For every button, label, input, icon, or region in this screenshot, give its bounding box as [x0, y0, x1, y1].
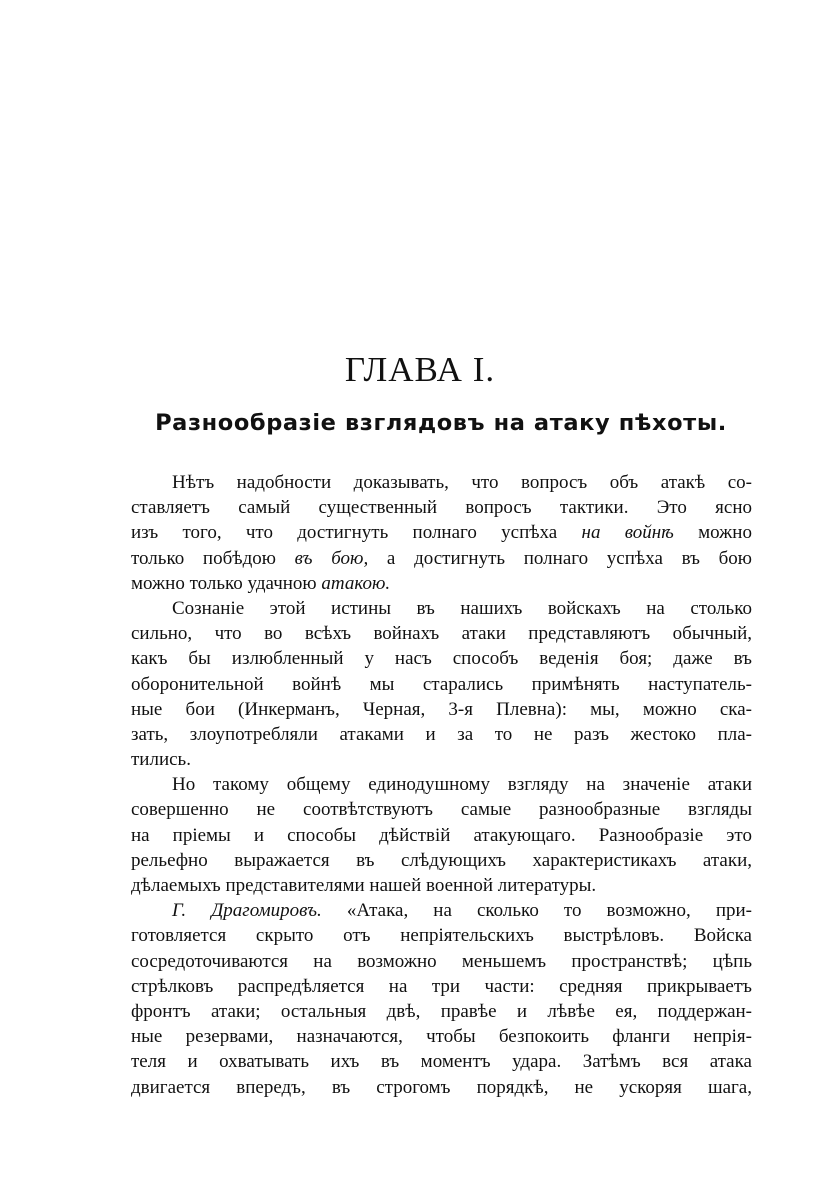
italic-text: въ бою,	[294, 547, 369, 569]
text-line	[131, 772, 752, 797]
paragraph	[131, 772, 752, 898]
italic-text: на войнѣ	[581, 522, 674, 544]
text-line	[131, 470, 752, 495]
text-run: совершенно не соотвѣтствуютъ самые разнообразные взгляды	[131, 799, 752, 821]
text-line	[131, 621, 752, 646]
text-line	[131, 1024, 752, 1049]
paragraph	[131, 470, 752, 596]
text-run: фронтъ атаки; остальныя двѣ, правѣе и лѣвѣе ея, поддержан-	[131, 1000, 752, 1022]
chapter-heading: ГЛАВА I.	[344, 350, 496, 389]
text-line	[131, 1049, 752, 1074]
body-text	[131, 470, 752, 1100]
text-run: ные резервами, назначаются, чтобы безпокоить фланги непрія-	[131, 1026, 752, 1048]
italic-text: атакою.	[321, 572, 391, 594]
text-line	[131, 873, 752, 898]
chapter-title: Разнообразіе взглядовъ на атаку пѣхоты.	[155, 410, 727, 436]
text-run: готовляется скрыто отъ непріятельскихъ выстрѣловъ. Войска	[131, 925, 752, 947]
text-line	[131, 495, 752, 520]
text-run: двигается впередъ, въ строгомъ порядкѣ, не ускоряя шага,	[131, 1076, 752, 1098]
text-run: зать, злоупотребляли атаками и за то не разъ жестоко пла-	[131, 723, 752, 745]
text-line	[131, 672, 752, 697]
text-line	[131, 974, 752, 999]
text-run: ные бои (Инкерманъ, Черная, 3-я Плевна): мы, можно ска-	[131, 698, 752, 720]
text-run: Но такому общему единодушному взгляду на значеніе атаки	[172, 774, 752, 796]
text-line	[131, 823, 752, 848]
text-line	[131, 697, 752, 722]
text-run: оборонительной войнѣ мы старались примѣнять наступатель-	[131, 673, 752, 695]
text-line	[131, 797, 752, 822]
text-run: на пріемы и способы дѣйствій атакующаго. Разнообразіе это	[131, 824, 752, 846]
text-line	[131, 848, 752, 873]
text-line	[131, 949, 752, 974]
text-run: рельефно выражается въ слѣдующихъ характеристикахъ атаки,	[131, 849, 752, 871]
text-line	[131, 898, 752, 923]
text-run: можно	[673, 522, 752, 544]
text-run: Сознаніе этой истины въ нашихъ войскахъ на столько	[172, 597, 752, 619]
text-run: ставляетъ самый существенный вопросъ тактики. Это ясно	[131, 497, 752, 519]
text-line	[131, 546, 752, 571]
text-run: сильно, что во всѣхъ войнахъ атаки представляютъ обычный,	[131, 623, 752, 645]
text-run: а достигнуть полнаго успѣха въ бою	[368, 547, 752, 569]
text-line	[131, 646, 752, 671]
paragraph	[131, 898, 752, 1100]
text-run: сосредоточиваются на возможно меньшемъ пространствѣ; цѣпь	[131, 950, 752, 972]
text-line	[131, 747, 752, 772]
text-run: дѣлаемыхъ представителями нашей военной литературы.	[131, 875, 597, 896]
italic-text: Г. Драгомировъ.	[172, 900, 322, 922]
text-run: Нѣтъ надобности доказывать, что вопросъ объ атакѣ со-	[172, 472, 752, 493]
text-line	[131, 923, 752, 948]
text-line	[131, 520, 752, 545]
text-run: тились.	[131, 749, 191, 771]
text-line	[131, 1075, 752, 1100]
text-run: изъ того, что достигнуть полнаго успѣха	[131, 522, 582, 544]
text-run: стрѣлковъ распредѣляется на три части: средняя прикрываетъ	[131, 975, 752, 997]
text-line	[131, 999, 752, 1024]
text-line	[131, 596, 752, 621]
text-line	[131, 571, 752, 596]
text-run: «Атака, на сколько то возможно, при-	[321, 900, 752, 922]
text-line	[131, 722, 752, 747]
text-run: можно только удачною	[131, 572, 322, 594]
text-run: теля и охватывать ихъ въ моментъ удара. Затѣмъ вся атака	[131, 1051, 752, 1073]
text-run: какъ бы излюбленный у насъ способъ веденія боя; даже въ	[131, 648, 752, 670]
text-run: только побѣдою	[131, 547, 295, 569]
paragraph	[131, 596, 752, 772]
